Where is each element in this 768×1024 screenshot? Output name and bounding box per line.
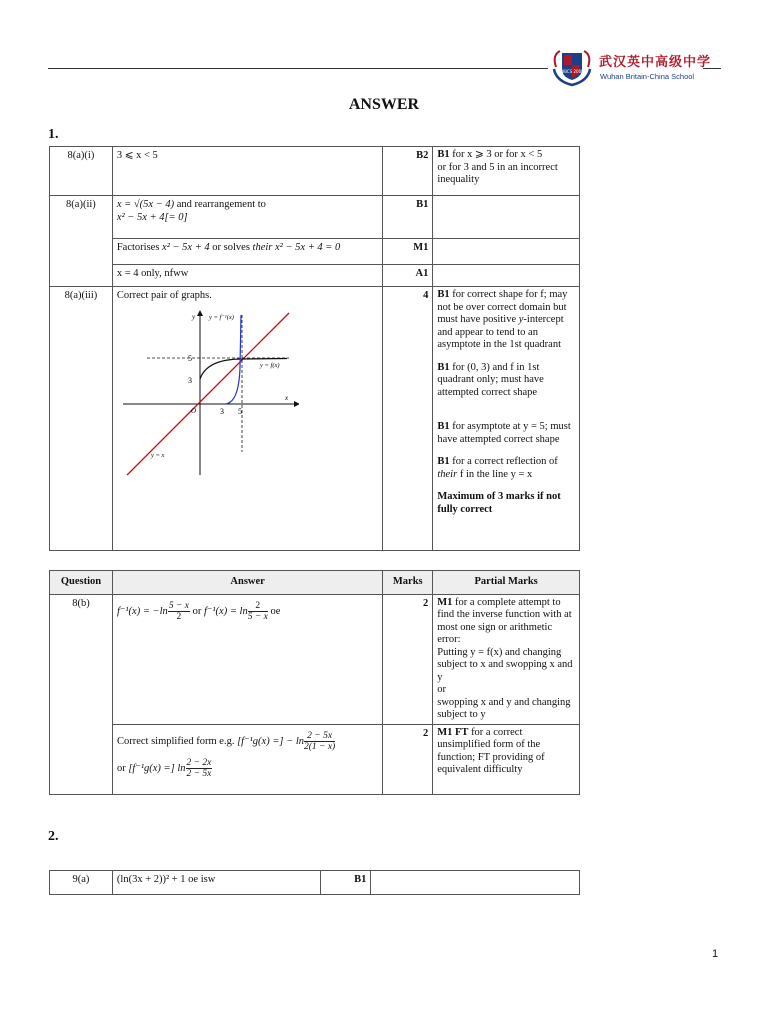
answer-cell (112, 239, 383, 265)
mark-cell: B1 (383, 196, 433, 239)
partial-text: -intercept and appear to tend to an asymptote in the 1st quadrant (437, 314, 564, 350)
mark-code: B1 (437, 456, 450, 467)
xtick-3: 3 (219, 406, 224, 416)
denominator: 2 − 5x (186, 768, 212, 779)
answer-text: their (252, 242, 273, 253)
table-row (50, 147, 580, 196)
table-row (50, 239, 580, 265)
crest-text: WBCS 2009 (560, 69, 584, 74)
partial-text: Putting y = f(x) and changing subject to x and swopping x and y (437, 646, 573, 683)
table-row (50, 196, 580, 239)
partial-text: for a correct unsimplified form of the function; FT providing of equivalent difficulty (437, 726, 545, 775)
mark-cell: M1 (383, 239, 433, 265)
line-y-equals-x (127, 313, 289, 475)
fraction (168, 601, 190, 622)
answer-cell: (ln(3x + 2))² + 1 oe isw (112, 871, 320, 895)
mark-cell: B2 (383, 147, 433, 196)
header-answer: Answer (112, 571, 382, 595)
answer-text: Factorises (116, 242, 163, 253)
answer-cell (112, 594, 382, 724)
answer-text: or solves (209, 242, 253, 253)
header-partial-marks: Partial Marks (433, 571, 580, 595)
question-cell: 9(a) (50, 871, 113, 895)
mark-cell: 2 (383, 724, 433, 794)
page-number: 1 (712, 948, 719, 960)
answer-text: and rearrangement to (174, 199, 266, 210)
answer-cell (112, 724, 382, 794)
fraction (186, 758, 213, 779)
answer-cell: x = 4 only, nfww (112, 265, 383, 287)
denominator: 2(1 − x) (304, 741, 336, 752)
mark-code: B1 (437, 289, 450, 300)
table-row (50, 265, 580, 287)
label-f: y = f(x) (259, 361, 280, 369)
numerator: 2 (248, 601, 268, 612)
partial-text: f in the line y = x (457, 468, 533, 480)
graph-figure (119, 307, 299, 487)
fraction (304, 731, 335, 752)
partial-text: for correct shape for f; may not be over correct domain but must have positive (437, 289, 568, 325)
table-row (50, 724, 580, 794)
mark-cell: B1 (320, 871, 371, 895)
mark-code: B1 (437, 421, 450, 432)
partial-text: Maximum of 3 marks if not fully correct (437, 491, 561, 515)
mark-code: B1 (437, 361, 450, 373)
question-1-label: 1. (48, 127, 59, 142)
math-expr: x² − 5x + 4 = 0 (272, 242, 341, 253)
page-title: ANSWER (348, 96, 420, 113)
table-row (50, 871, 580, 895)
school-name-en: Wuhan Britain-China School (600, 72, 695, 81)
table-header-row (50, 571, 580, 595)
math-expr: x² − 5x + 4 (162, 242, 210, 253)
x-axis-label: x (284, 393, 288, 402)
partial-marks-cell (433, 147, 580, 196)
answer-text: Correct simplified form e.g. (116, 735, 238, 747)
numerator: 2 − 5x (304, 731, 335, 742)
math-expr: [f⁻¹g(x) =] ln (128, 762, 186, 774)
partial-text: for a complete attempt to find the inverse function with at most one sign or arithmetic error: (437, 596, 572, 645)
partial-text: swopping x and y and changing subject to y (437, 696, 571, 720)
fraction (248, 601, 268, 622)
partial-marks-cell (433, 239, 580, 265)
mark-cell: 2 (383, 594, 433, 724)
math-expr: f⁻¹(x) = ln (203, 605, 248, 617)
partial-marks-cell (433, 265, 580, 287)
partial-text: for asymptote at y = 5; must have attempted correct shape (437, 421, 571, 445)
question-cell: 8(a)(i) (50, 147, 113, 196)
answer-table-3 (49, 870, 580, 895)
math-expr: x = √(5x − 4) (116, 199, 175, 210)
mark-code: M1 FT (437, 726, 469, 738)
mark-code: B1 (437, 149, 450, 160)
denominator: 2 (176, 611, 182, 622)
header-rule (48, 68, 548, 69)
origin-label: O (190, 406, 196, 415)
mark-cell: A1 (383, 265, 433, 287)
answer-text: oe (267, 605, 281, 617)
partial-marks-cell (371, 871, 580, 895)
partial-text: or (437, 684, 446, 695)
answer-cell (112, 287, 383, 551)
math-expr: x² − 5x + 4[= 0] (116, 211, 188, 223)
numerator: 2 − 2x (186, 757, 212, 768)
answer-table-2 (49, 570, 580, 795)
partial-marks-cell (433, 594, 580, 724)
tick-3: 3 (187, 375, 192, 385)
math-expr: f⁻¹(x) = −ln (116, 605, 168, 617)
question-cell: 8(a)(iii) (50, 287, 113, 551)
question-cell: 8(a)(ii) (50, 196, 113, 287)
table-row (50, 594, 580, 724)
mark-code: M1 (437, 596, 453, 608)
header-marks: Marks (383, 571, 433, 595)
school-name-cn: 武汉英中高级中学 (599, 55, 712, 70)
answer-table-1 (49, 146, 580, 551)
y-axis-label: y (191, 312, 195, 321)
table-row (50, 287, 580, 551)
question-cell: 8(b) (50, 594, 113, 794)
partial-text: y (518, 314, 524, 325)
xtick-5: 5 (237, 406, 242, 416)
partial-text: for a correct reflection of (449, 456, 558, 467)
mark-cell: 4 (383, 287, 433, 551)
partial-text: or for 3 and 5 in an incorrect inequality (437, 161, 558, 185)
label-f-inverse: y = f⁻¹(x) (208, 313, 234, 321)
denominator: 5 − x (247, 611, 268, 622)
answer-text: Correct pair of graphs. (116, 290, 212, 301)
answer-text: or (189, 605, 204, 617)
school-crest-icon (550, 47, 594, 87)
partial-marks-cell (433, 724, 580, 794)
label-y-equals-x: y = x (150, 451, 165, 459)
tick-5: 5 (187, 353, 192, 363)
answer-text: or (116, 762, 129, 774)
answer-cell (112, 196, 383, 239)
numerator: 5 − x (168, 600, 189, 611)
partial-text: their (437, 468, 458, 480)
header-question: Question (50, 571, 113, 595)
partial-text: for (0, 3) and f in 1st quadrant only; must have attempted correct shape (437, 361, 544, 398)
partial-text: for x ⩾ 3 or for x < 5 (449, 149, 543, 160)
math-expr: [f⁻¹g(x) =] − ln (237, 735, 304, 747)
partial-marks-cell (433, 196, 580, 239)
answer-cell: 3 ⩽ x < 5 (112, 147, 383, 196)
question-2-label: 2. (48, 829, 59, 844)
partial-marks-cell (433, 287, 580, 551)
